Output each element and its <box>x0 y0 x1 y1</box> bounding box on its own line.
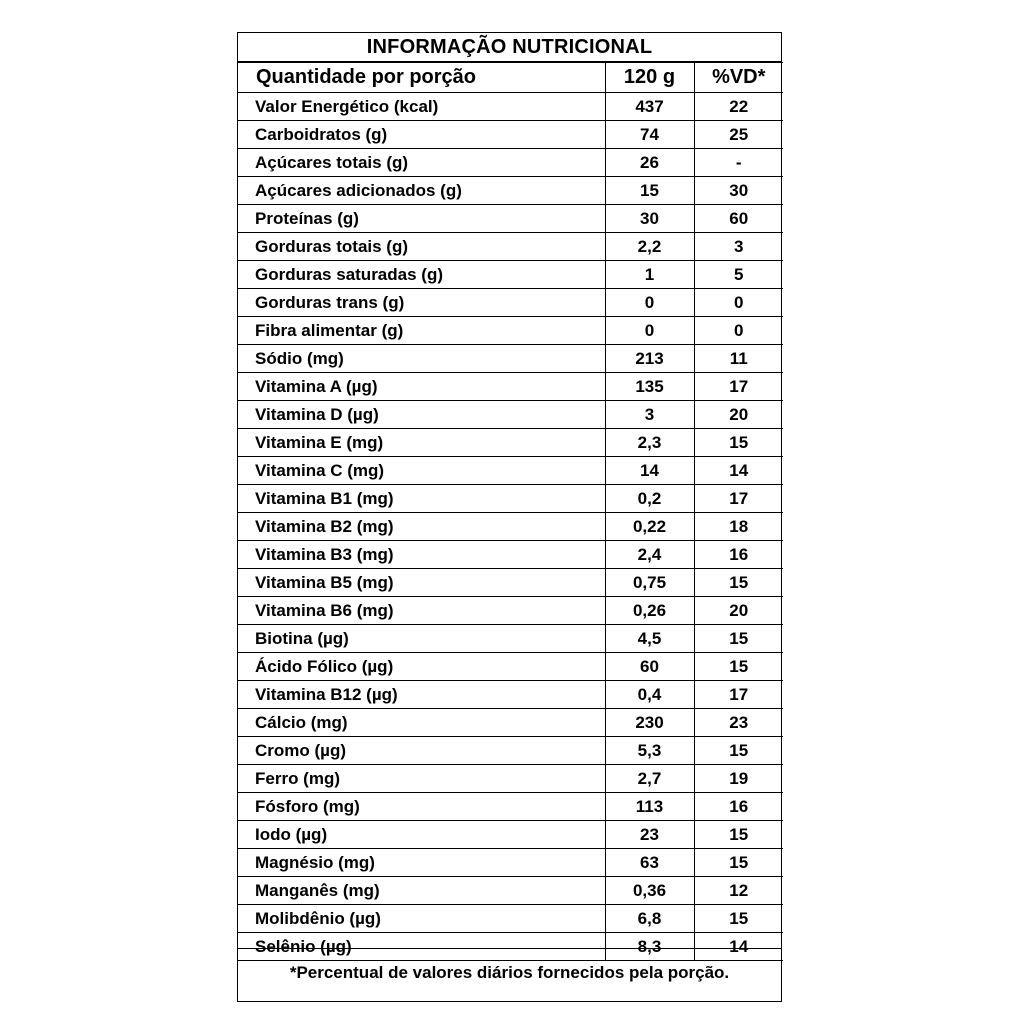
nutrient-daily-value: 15 <box>694 429 783 457</box>
nutrient-daily-value: 17 <box>694 485 783 513</box>
table-row <box>238 93 783 121</box>
table-row <box>238 373 783 401</box>
nutrient-name: Cálcio (mg) <box>238 709 605 737</box>
nutrient-amount: 213 <box>605 345 694 373</box>
nutrient-daily-value: 30 <box>694 177 783 205</box>
nutrient-amount: 74 <box>605 121 694 149</box>
table-header-row <box>238 63 783 93</box>
nutrient-daily-value: 17 <box>694 681 783 709</box>
nutrient-name: Ferro (mg) <box>238 765 605 793</box>
nutrient-amount: 0,75 <box>605 569 694 597</box>
table-row <box>238 429 783 457</box>
nutrient-name: Gorduras saturadas (g) <box>238 261 605 289</box>
table-row <box>238 233 783 261</box>
nutrient-amount: 6,8 <box>605 905 694 933</box>
nutrition-table <box>238 62 783 961</box>
nutrient-amount: 0,22 <box>605 513 694 541</box>
table-row <box>238 485 783 513</box>
nutrient-daily-value: 16 <box>694 793 783 821</box>
nutrient-name: Vitamina B12 (µg) <box>238 681 605 709</box>
nutrient-name: Fibra alimentar (g) <box>238 317 605 345</box>
header-portion-size: 120 g <box>605 63 694 93</box>
nutrient-name: Cromo (µg) <box>238 737 605 765</box>
nutrient-daily-value: 19 <box>694 765 783 793</box>
nutrient-amount: 4,5 <box>605 625 694 653</box>
nutrient-amount: 23 <box>605 821 694 849</box>
table-row <box>238 121 783 149</box>
table-row <box>238 345 783 373</box>
table-row <box>238 905 783 933</box>
table-row <box>238 653 783 681</box>
nutrient-amount: 0 <box>605 289 694 317</box>
nutrient-amount: 0 <box>605 317 694 345</box>
nutrient-name: Vitamina B1 (mg) <box>238 485 605 513</box>
table-row <box>238 569 783 597</box>
nutrient-daily-value: 60 <box>694 205 783 233</box>
header-portion-label: Quantidade por porção <box>238 63 605 93</box>
nutrient-daily-value: 20 <box>694 597 783 625</box>
nutrient-name: Selênio (µg) <box>238 933 605 961</box>
nutrient-name: Valor Energético (kcal) <box>238 93 605 121</box>
nutrient-name: Vitamina E (mg) <box>238 429 605 457</box>
nutrient-daily-value: - <box>694 149 783 177</box>
nutrient-amount: 0,4 <box>605 681 694 709</box>
nutrient-name: Iodo (µg) <box>238 821 605 849</box>
table-row <box>238 821 783 849</box>
nutrient-amount: 14 <box>605 457 694 485</box>
nutrient-daily-value: 18 <box>694 513 783 541</box>
table-row <box>238 149 783 177</box>
nutrient-amount: 30 <box>605 205 694 233</box>
nutrient-daily-value: 3 <box>694 233 783 261</box>
nutrient-daily-value: 11 <box>694 345 783 373</box>
nutrient-name: Vitamina B3 (mg) <box>238 541 605 569</box>
table-row <box>238 709 783 737</box>
table-row <box>238 261 783 289</box>
table-row <box>238 317 783 345</box>
nutrient-name: Gorduras trans (g) <box>238 289 605 317</box>
nutrient-name: Vitamina B2 (mg) <box>238 513 605 541</box>
nutrient-daily-value: 15 <box>694 849 783 877</box>
table-row <box>238 513 783 541</box>
nutrient-name: Açúcares adicionados (g) <box>238 177 605 205</box>
table-row <box>238 737 783 765</box>
nutrient-amount: 1 <box>605 261 694 289</box>
nutrient-daily-value: 25 <box>694 121 783 149</box>
nutrient-name: Açúcares totais (g) <box>238 149 605 177</box>
nutrient-daily-value: 17 <box>694 373 783 401</box>
nutrient-name: Vitamina D (µg) <box>238 401 605 429</box>
nutrient-daily-value: 0 <box>694 289 783 317</box>
nutrient-daily-value: 16 <box>694 541 783 569</box>
table-row <box>238 877 783 905</box>
nutrient-name: Sódio (mg) <box>238 345 605 373</box>
nutrient-daily-value: 20 <box>694 401 783 429</box>
nutrition-facts-label <box>237 32 782 1002</box>
nutrient-amount: 3 <box>605 401 694 429</box>
nutrient-amount: 437 <box>605 93 694 121</box>
nutrient-daily-value: 15 <box>694 905 783 933</box>
table-row <box>238 597 783 625</box>
table-row <box>238 849 783 877</box>
table-row <box>238 401 783 429</box>
table-row <box>238 205 783 233</box>
table-row <box>238 793 783 821</box>
nutrient-amount: 0,2 <box>605 485 694 513</box>
nutrient-daily-value: 14 <box>694 457 783 485</box>
nutrient-amount: 2,7 <box>605 765 694 793</box>
nutrient-name: Vitamina C (mg) <box>238 457 605 485</box>
nutrient-amount: 2,2 <box>605 233 694 261</box>
nutrient-name: Magnésio (mg) <box>238 849 605 877</box>
nutrient-daily-value: 15 <box>694 821 783 849</box>
nutrient-amount: 230 <box>605 709 694 737</box>
nutrient-name: Manganês (mg) <box>238 877 605 905</box>
nutrient-name: Molibdênio (µg) <box>238 905 605 933</box>
nutrient-name: Gorduras totais (g) <box>238 233 605 261</box>
nutrient-amount: 2,3 <box>605 429 694 457</box>
nutrient-name: Proteínas (g) <box>238 205 605 233</box>
table-row <box>238 681 783 709</box>
label-title: INFORMAÇÃO NUTRICIONAL <box>238 33 781 62</box>
table-row <box>238 457 783 485</box>
nutrient-amount: 2,4 <box>605 541 694 569</box>
nutrient-amount: 5,3 <box>605 737 694 765</box>
nutrient-amount: 15 <box>605 177 694 205</box>
nutrient-name: Vitamina B6 (mg) <box>238 597 605 625</box>
table-row <box>238 765 783 793</box>
nutrient-name: Vitamina B5 (mg) <box>238 569 605 597</box>
nutrient-daily-value: 14 <box>694 933 783 961</box>
table-row <box>238 541 783 569</box>
nutrient-name: Ácido Fólico (µg) <box>238 653 605 681</box>
nutrient-daily-value: 15 <box>694 569 783 597</box>
nutrient-name: Biotina (µg) <box>238 625 605 653</box>
nutrient-amount: 0,26 <box>605 597 694 625</box>
nutrient-name: Vitamina A (µg) <box>238 373 605 401</box>
nutrient-daily-value: 23 <box>694 709 783 737</box>
nutrient-amount: 63 <box>605 849 694 877</box>
nutrient-amount: 135 <box>605 373 694 401</box>
nutrient-amount: 26 <box>605 149 694 177</box>
nutrient-amount: 60 <box>605 653 694 681</box>
nutrient-daily-value: 5 <box>694 261 783 289</box>
nutrient-daily-value: 22 <box>694 93 783 121</box>
nutrient-amount: 113 <box>605 793 694 821</box>
nutrient-daily-value: 15 <box>694 653 783 681</box>
nutrient-daily-value: 0 <box>694 317 783 345</box>
header-daily-value: %VD* <box>694 63 783 93</box>
nutrient-amount: 8,3 <box>605 933 694 961</box>
nutrient-daily-value: 12 <box>694 877 783 905</box>
table-row <box>238 177 783 205</box>
nutrient-daily-value: 15 <box>694 737 783 765</box>
nutrient-daily-value: 15 <box>694 625 783 653</box>
nutrient-name: Fósforo (mg) <box>238 793 605 821</box>
footnote: *Percentual de valores diários fornecidos pela porção. <box>238 948 781 1001</box>
table-row <box>238 289 783 317</box>
table-row <box>238 625 783 653</box>
nutrient-amount: 0,36 <box>605 877 694 905</box>
nutrient-name: Carboidratos (g) <box>238 121 605 149</box>
